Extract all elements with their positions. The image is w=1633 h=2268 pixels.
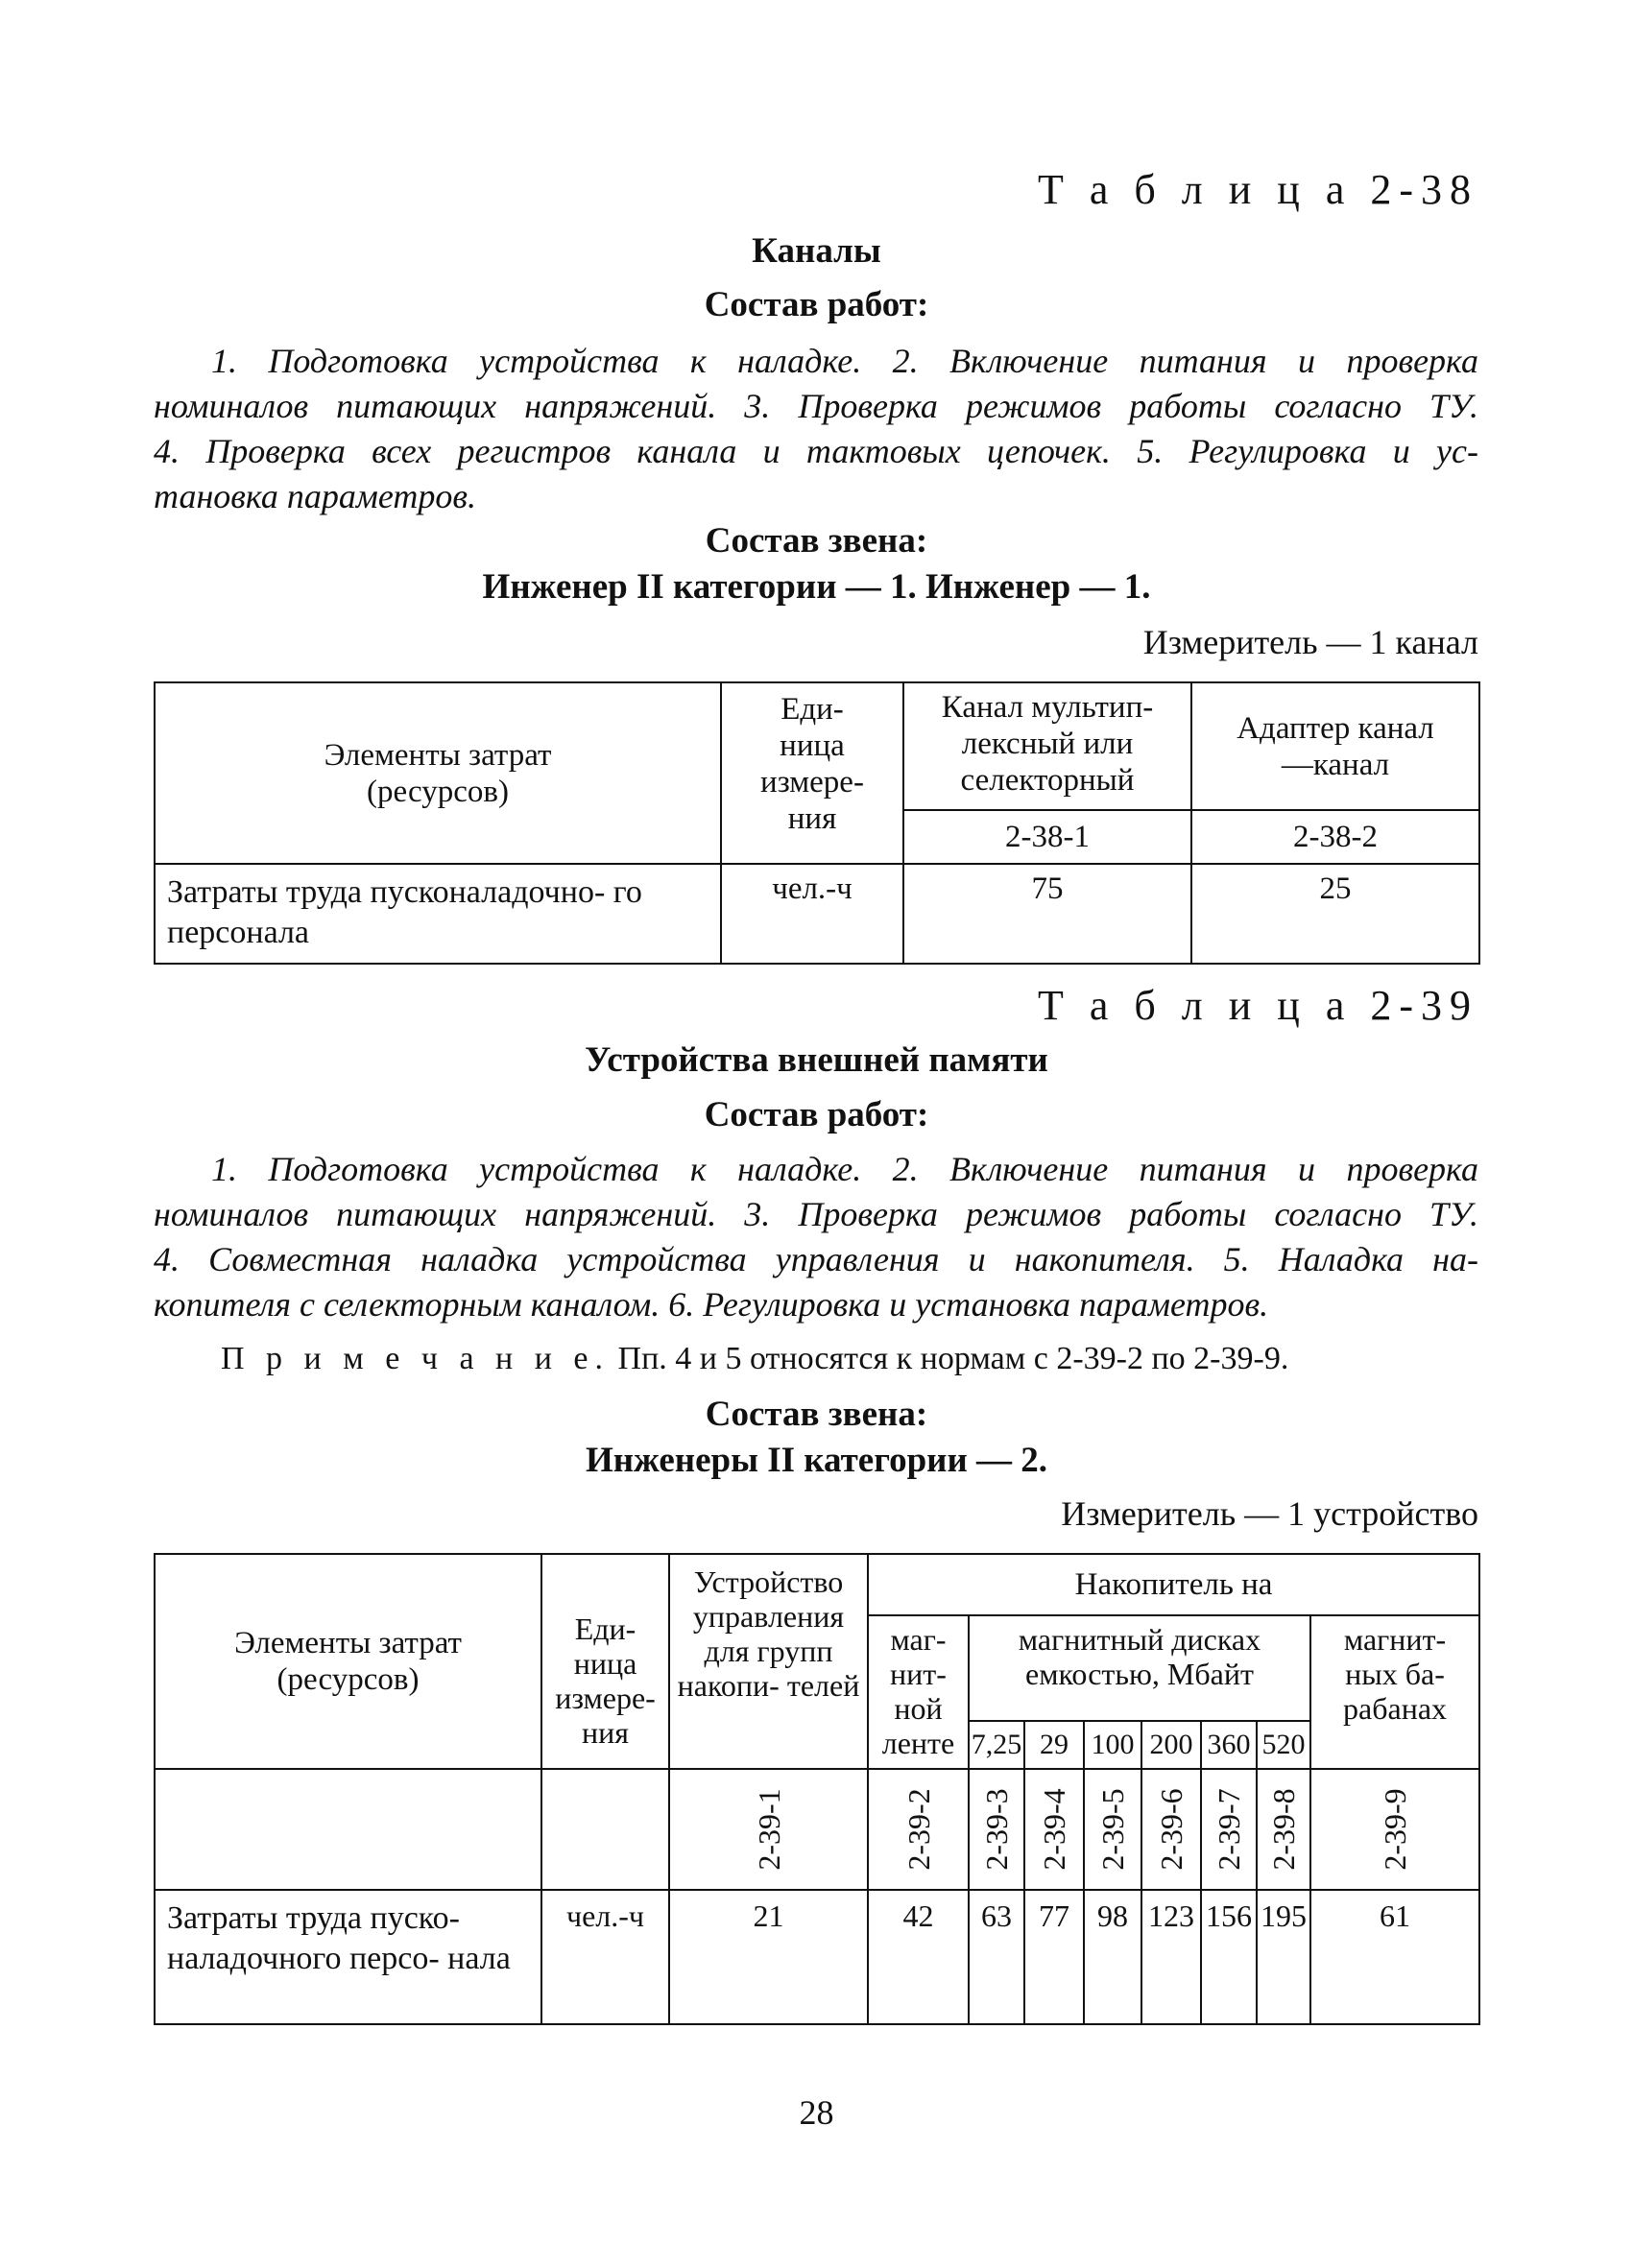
table2-number: Т а б л и ц а 2-39: [1037, 982, 1478, 1029]
row-value: 77: [1024, 1890, 1084, 2024]
row-name: Затраты труда пусконаладочно- го персонала: [155, 864, 721, 964]
code-2-39-5: 2-39-5: [1084, 1769, 1141, 1890]
work-line: 1. Подготовка устройства к наладке. 2. Включение питания и проверка: [211, 1150, 1478, 1188]
table1-number: Т а б л и ц а 2-38: [1037, 166, 1478, 213]
table1-measure: Измеритель — 1 канал: [1142, 623, 1478, 661]
code-2-39-3: 2-39-3: [969, 1769, 1024, 1890]
work-line: тановка параметров.: [154, 477, 476, 515]
table1-work-text: [154, 339, 1478, 519]
code-2-39-7: 2-39-7: [1201, 1769, 1257, 1890]
capacity-200: 200: [1141, 1721, 1201, 1769]
page-number: 28: [799, 2093, 834, 2132]
work-line: 1. Подготовка устройства к наладке. 2. Включение питания и проверка: [211, 342, 1478, 380]
table1-title: Каналы: [752, 231, 881, 271]
row-value: 156: [1201, 1890, 1257, 2024]
code-2-38-2: 2-38-2: [1191, 810, 1479, 864]
row-value: 63: [969, 1890, 1024, 2024]
row-value: 21: [669, 1890, 868, 2024]
row-value: 98: [1084, 1890, 1141, 2024]
code-2-39-2: 2-39-2: [868, 1769, 969, 1890]
table2-title: Устройства внешней памяти: [585, 1040, 1048, 1080]
table1: [154, 681, 1480, 965]
code-2-39-6: 2-39-6: [1141, 1769, 1201, 1890]
header-storage: Накопитель на: [868, 1554, 1479, 1615]
work-line: номиналов питающих напряжений. 3. Проверка режимов работы согласно ТУ.: [154, 1195, 1478, 1233]
header-unit: Еди- ница измере- ния: [541, 1554, 669, 1769]
header-disks: магнитный дисках емкостью, Мбайт: [969, 1615, 1310, 1721]
capacity-360: 360: [1201, 1721, 1257, 1769]
table2-crew-heading: Состав звена:: [705, 1395, 928, 1434]
code-2-38-1: 2-38-1: [903, 810, 1191, 864]
header-elements: Элементы затрат (ресурсов): [155, 1554, 541, 1769]
table2: [154, 1553, 1480, 2025]
header-adapter: Адаптер канал—канал: [1191, 682, 1479, 810]
header-unit: Еди- ница измере- ния: [721, 682, 903, 864]
code-2-39-1: 2-39-1: [669, 1769, 868, 1890]
code-2-39-8: 2-39-8: [1257, 1769, 1310, 1890]
code-2-39-9: 2-39-9: [1310, 1769, 1479, 1890]
header-drums: магнит- ных ба- рабанах: [1310, 1615, 1479, 1769]
row-value: 195: [1257, 1890, 1310, 2024]
table2-work-heading: Состав работ:: [704, 1095, 929, 1134]
row-value: 42: [868, 1890, 969, 2024]
table2-measure: Измеритель — 1 устройство: [1061, 1494, 1478, 1533]
row-unit: чел.-ч: [541, 1890, 669, 2024]
capacity-29: 29: [1024, 1721, 1084, 1769]
header-elements-cont: [155, 1769, 541, 1890]
note-label: П р и м е ч а н и е.: [221, 1341, 611, 1376]
row-value: 61: [1310, 1890, 1479, 2024]
work-line: номиналов питающих напряжений. 3. Проверка режимов работы согласно ТУ.: [154, 387, 1478, 425]
table-row: [155, 1890, 1479, 2024]
header-channel: Канал мультип- лексный или селекторный: [903, 682, 1191, 810]
table-row: [155, 864, 1479, 964]
row-value: 75: [903, 864, 1191, 964]
work-line: 4. Проверка всех регистров канала и тактовых цепочек. 5. Регулировка и ус-: [154, 432, 1478, 470]
table2-crew: Инженеры II категории — 2.: [585, 1441, 1048, 1480]
row-name: Затраты труда пуско- наладочного персо- нала: [155, 1890, 541, 2024]
table1-crew-heading: Состав звена:: [705, 521, 928, 561]
capacity-7-25: 7,25: [969, 1721, 1024, 1769]
table1-crew: Инженер II категории — 1. Инженер — 1.: [482, 567, 1151, 607]
table2-work-text: [154, 1147, 1478, 1327]
header-control-unit: Устройство управления для групп накопи- телей: [669, 1554, 868, 1769]
capacity-100: 100: [1084, 1721, 1141, 1769]
header-elements: Элементы затрат (ресурсов): [155, 682, 721, 864]
capacity-520: 520: [1257, 1721, 1310, 1769]
row-value: 25: [1191, 864, 1479, 964]
note-text: Пп. 4 и 5 относятся к нормам с 2-39-2 по 2-39-9.: [617, 1341, 1289, 1376]
work-line: 4. Совместная наладка устройства управления и накопителя. 5. Наладка на-: [154, 1240, 1478, 1278]
row-value: 123: [1141, 1890, 1201, 2024]
work-line: копителя с селекторным каналом. 6. Регулировка и установка параметров.: [154, 1285, 1269, 1324]
row-unit: чел.-ч: [721, 864, 903, 964]
table2-note: [221, 1341, 1478, 1377]
header-tape: маг- нит- ной ленте: [868, 1615, 969, 1769]
table1-work-heading: Состав работ:: [704, 285, 929, 324]
code-2-39-4: 2-39-4: [1024, 1769, 1084, 1890]
header-unit-cont: [541, 1769, 669, 1890]
